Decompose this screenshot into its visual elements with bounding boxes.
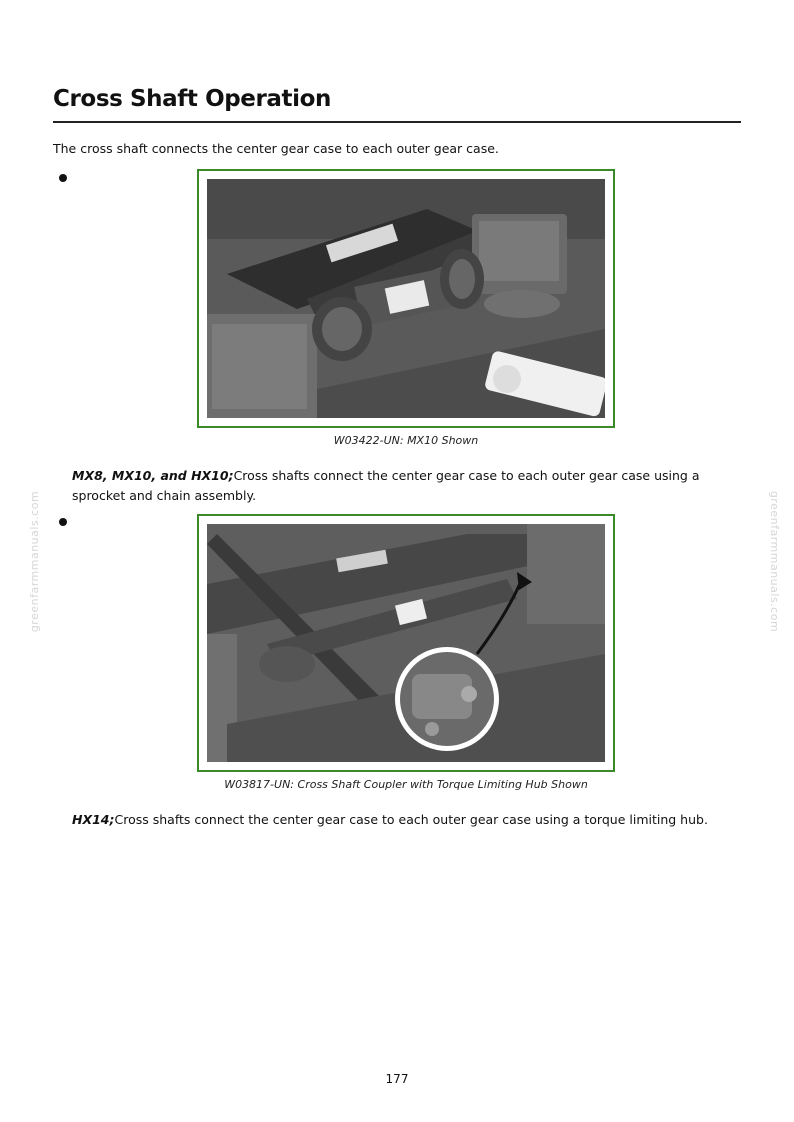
- intro-text: The cross shaft connects the center gear case to each outer gear case.: [53, 141, 499, 156]
- page-title: Cross Shaft Operation: [53, 86, 332, 112]
- figure-1-caption: W03422-UN: MX10 Shown: [333, 434, 479, 447]
- title-rule: [53, 121, 741, 123]
- figure-1-photo: [197, 169, 615, 428]
- paragraph-torque-hub-text: Cross shafts connect the center gear case to each outer gear case using a torque limiting hub.: [114, 812, 708, 827]
- watermark-right: greenfarmmanuals.com: [768, 490, 782, 633]
- cross-shaft-coupler-image: [207, 524, 605, 762]
- paragraph-sprocket: [72, 466, 712, 506]
- paragraph-torque-hub: [72, 810, 712, 830]
- cross-shaft-sprocket-image: [207, 179, 605, 418]
- watermark-left: greenfarmmanuals.com: [28, 490, 42, 633]
- figure-2-caption: W03817-UN: Cross Shaft Coupler with Torque Limiting Hub Shown: [224, 778, 588, 791]
- models-label-1: MX8, MX10, and HX10;: [72, 468, 234, 483]
- figure-2-photo: [197, 514, 615, 772]
- page-number: 177: [385, 1072, 409, 1086]
- paragraph-sprocket-text: Cross shafts connect the center gear case to each outer gear case using a sprocket and chain assembly.: [72, 468, 700, 503]
- bullet-2: [59, 518, 67, 526]
- models-label-2: HX14;: [72, 812, 115, 827]
- bullet-1: [59, 174, 67, 182]
